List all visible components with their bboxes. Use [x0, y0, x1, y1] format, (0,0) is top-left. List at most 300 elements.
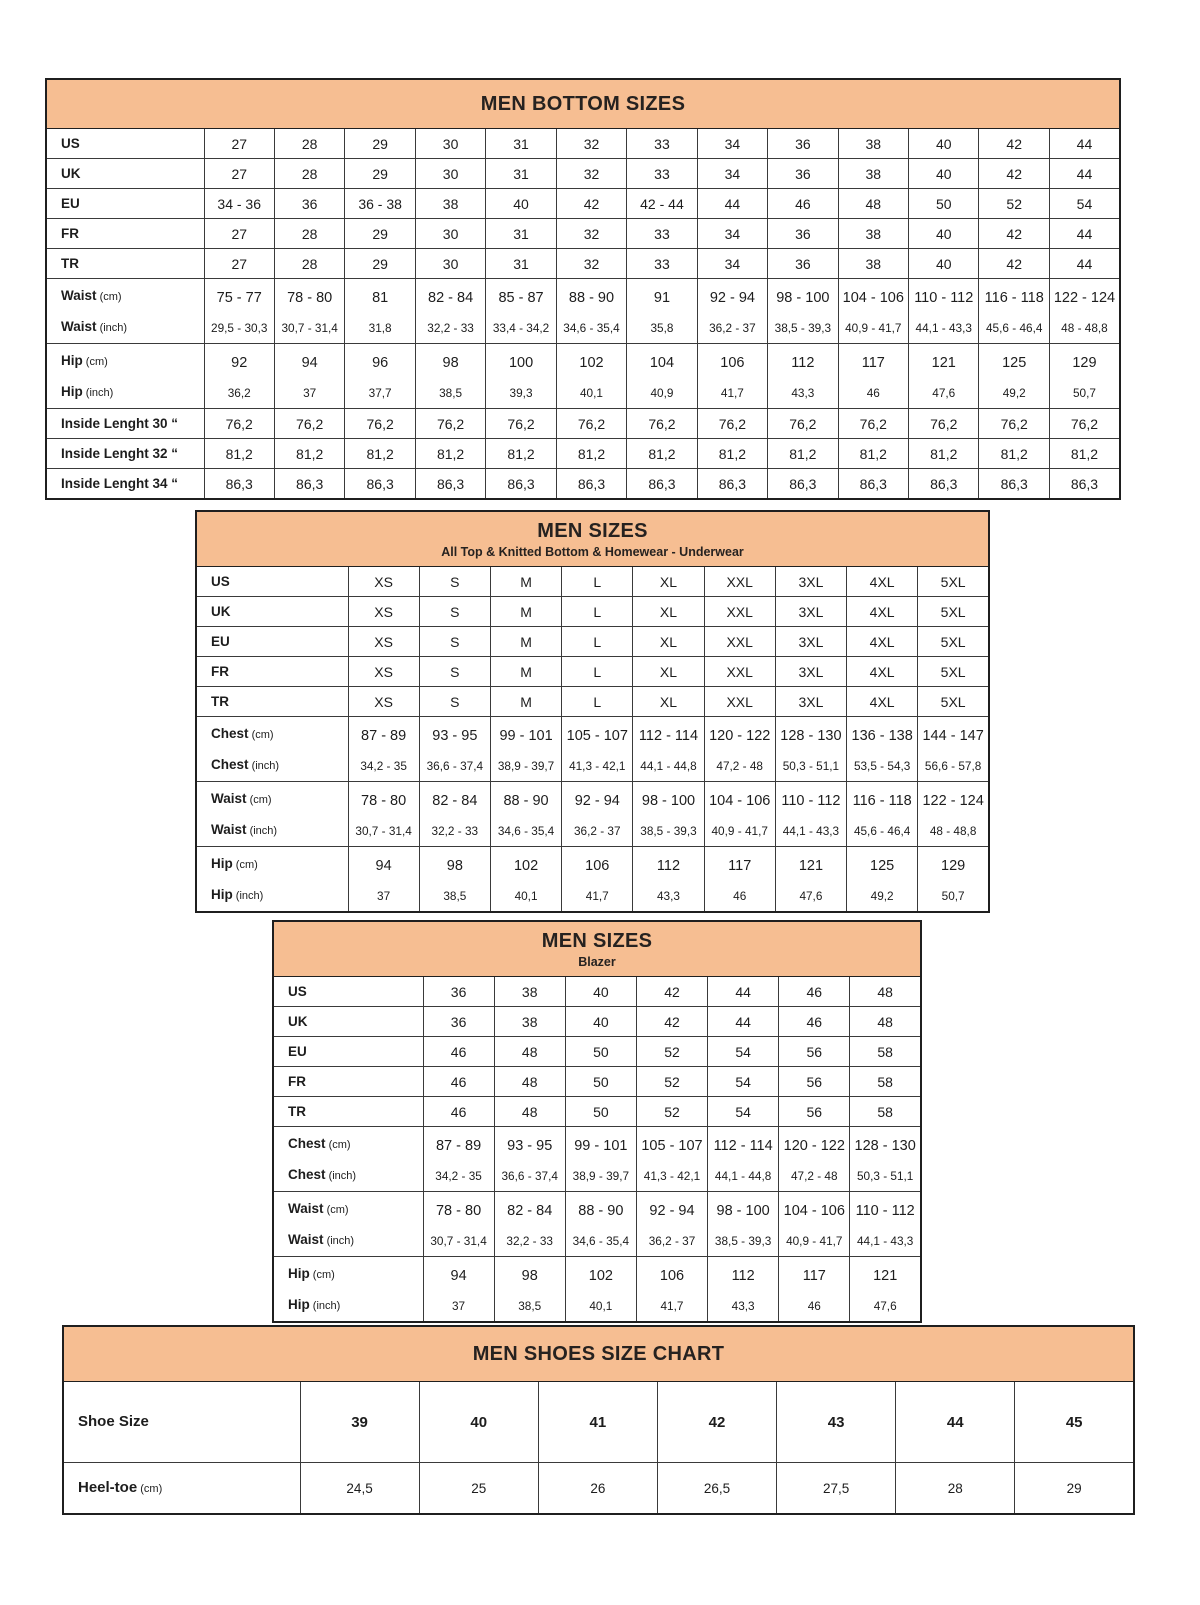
row-label-text: FR: [61, 225, 79, 241]
table-cell: 52: [636, 1067, 707, 1097]
row-label-text: Waist (cm): [61, 288, 122, 303]
row-label-text: Inside Lenght 30 “: [61, 415, 179, 431]
table-cell: 46: [779, 1007, 850, 1037]
table-cell: 125 49,2: [979, 344, 1049, 409]
table-cell: 29: [1015, 1463, 1134, 1515]
row-label-text: Hip (cm): [211, 856, 258, 871]
table-cell: 58: [850, 1067, 921, 1097]
table-cell: 40: [565, 977, 636, 1007]
table-cell: 94 37: [423, 1257, 494, 1323]
table-row: [46, 219, 1120, 249]
table-cell: 94 37: [348, 847, 419, 913]
table-cell: 40: [909, 249, 979, 279]
table-cell: 88 - 90 34,6 - 35,4: [490, 782, 561, 847]
table-cell: 33: [627, 159, 697, 189]
table-cell: 112 - 114 44,1 - 44,8: [633, 717, 704, 782]
table-row: [63, 1382, 1134, 1463]
table-cell: 98 38,5: [419, 847, 490, 913]
table-cell: 76,2: [979, 409, 1049, 439]
table-cell: XL: [633, 657, 704, 687]
table-cell: 98 - 100 38,5 - 39,3: [633, 782, 704, 847]
table-cell: 98 - 100 38,5 - 39,3: [768, 279, 838, 344]
table-cell: 102 40,1: [490, 847, 561, 913]
table-cell: 129 50,7: [918, 847, 989, 913]
table-cell: 32: [556, 249, 626, 279]
table-cell: 3XL: [775, 687, 846, 717]
table-cell: 88 - 90 34,6 - 35,4: [565, 1192, 636, 1257]
table-cell: 32: [556, 129, 626, 159]
table-cell: 42 - 44: [627, 189, 697, 219]
table-cell: XL: [633, 687, 704, 717]
table-cell: 81,2: [274, 439, 344, 469]
table-cell: 48: [850, 1007, 921, 1037]
row-label: [273, 1067, 423, 1097]
table-cell: 129 50,7: [1049, 344, 1120, 409]
row-label: [46, 249, 204, 279]
table-cell: 36: [768, 159, 838, 189]
table-cell: L: [562, 657, 633, 687]
table-cell: 136 - 138 53,5 - 54,3: [847, 717, 918, 782]
table-cell: 81,2: [486, 439, 556, 469]
table-cell: XS: [348, 657, 419, 687]
table-header-row: [46, 79, 1120, 129]
row-label: [273, 1037, 423, 1067]
table-cell: 46: [768, 189, 838, 219]
table-cell: 86,3: [838, 469, 908, 500]
table-cell: 112 43,3: [708, 1257, 779, 1323]
table-cell: 50: [909, 189, 979, 219]
row-label-text: US: [211, 573, 230, 589]
table-cell: 76,2: [415, 409, 485, 439]
men-sizes-top-table: [195, 510, 990, 913]
table-cell: 34: [697, 219, 767, 249]
table-cell: 121 47,6: [850, 1257, 921, 1323]
table-cell: 27: [204, 129, 274, 159]
table-cell: 99 - 101 38,9 - 39,7: [490, 717, 561, 782]
men-bottom-sizes-section: [45, 78, 1121, 500]
table-cell: 42: [979, 129, 1049, 159]
table-cell: 58: [850, 1037, 921, 1067]
table-cell: XS: [348, 687, 419, 717]
table-row: [273, 977, 921, 1007]
table-cell: S: [419, 597, 490, 627]
row-label: [46, 409, 204, 439]
table-cell: 81,2: [204, 439, 274, 469]
table-cell: 112 43,3: [768, 344, 838, 409]
table-cell: 82 - 84 32,2 - 33: [494, 1192, 565, 1257]
table-cell: 81 31,8: [345, 279, 415, 344]
row-label: [196, 627, 348, 657]
table-cell: 76,2: [345, 409, 415, 439]
table-cell: 48: [838, 189, 908, 219]
row-label-text: UK: [211, 603, 231, 619]
table-cell: 4XL: [847, 627, 918, 657]
row-label-text: UK: [61, 165, 81, 181]
table-cell: 81,2: [415, 439, 485, 469]
table-cell: 38: [838, 219, 908, 249]
row-label-text: EU: [61, 195, 80, 211]
row-label: [196, 847, 348, 913]
table-cell: 56: [779, 1097, 850, 1127]
table-cell: 40: [909, 219, 979, 249]
table-cell: 81,2: [345, 439, 415, 469]
table-cell: 86,3: [486, 469, 556, 500]
table-cell: L: [562, 597, 633, 627]
table-cell: 54: [708, 1097, 779, 1127]
table-cell: 29: [345, 129, 415, 159]
table-cell: 104 - 106 40,9 - 41,7: [779, 1192, 850, 1257]
table-cell: 46: [423, 1067, 494, 1097]
table-cell: 122 - 124 48 - 48,8: [1049, 279, 1120, 344]
table-cell: 28: [274, 249, 344, 279]
table-cell: 27: [204, 219, 274, 249]
table-cell: 41: [538, 1382, 657, 1463]
table-cell: 5XL: [918, 567, 989, 597]
table-row: [46, 409, 1120, 439]
table-cell: 46: [423, 1037, 494, 1067]
table-cell: 29: [345, 219, 415, 249]
row-label-text: Inside Lenght 34 “: [61, 475, 179, 491]
row-label: [196, 567, 348, 597]
table-cell: 104 - 106 40,9 - 41,7: [704, 782, 775, 847]
table-cell: 34: [697, 129, 767, 159]
table-cell: 43: [777, 1382, 896, 1463]
table-cell: 44: [1049, 219, 1120, 249]
table-row: [46, 279, 1120, 344]
table-cell: 102 40,1: [565, 1257, 636, 1323]
table-cell: 128 - 130 50,3 - 51,1: [775, 717, 846, 782]
row-label-text: Inside Lenght 32 “: [61, 445, 179, 461]
row-label-text: Waist (cm): [288, 1201, 349, 1216]
table-cell: 82 - 84 32,2 - 33: [415, 279, 485, 344]
table-cell: 92 - 94 36,2 - 37: [562, 782, 633, 847]
table-cell: 86,3: [627, 469, 697, 500]
table-row: [46, 439, 1120, 469]
table-cell: XS: [348, 627, 419, 657]
table-cell: 25: [419, 1463, 538, 1515]
table-cell: 34: [697, 249, 767, 279]
table-cell: 38: [838, 129, 908, 159]
row-label-text: Hip (cm): [288, 1266, 335, 1281]
table-cell: 121 47,6: [775, 847, 846, 913]
table-cell: 82 - 84 32,2 - 33: [419, 782, 490, 847]
table-cell: XS: [348, 567, 419, 597]
table-cell: 36 - 38: [345, 189, 415, 219]
row-label-text: TR: [288, 1103, 306, 1119]
table-cell: 122 - 124 48 - 48,8: [918, 782, 989, 847]
row-label: [196, 782, 348, 847]
row-label: [46, 439, 204, 469]
table-cell: 34: [697, 159, 767, 189]
table-cell: 27: [204, 249, 274, 279]
table-header: [196, 511, 989, 567]
table-cell: 86,3: [979, 469, 1049, 500]
table-cell: 100 39,3: [486, 344, 556, 409]
table-row: [46, 129, 1120, 159]
table-cell: 45: [1015, 1382, 1134, 1463]
table-cell: L: [562, 627, 633, 657]
table-cell: 5XL: [918, 687, 989, 717]
table-cell: 31: [486, 219, 556, 249]
table-cell: 125 49,2: [847, 847, 918, 913]
row-label-text: Chest (inch): [211, 757, 280, 772]
table-cell: XL: [633, 597, 704, 627]
table-cell: 76,2: [697, 409, 767, 439]
table-cell: 120 - 122 47,2 - 48: [704, 717, 775, 782]
table-row: [273, 1192, 921, 1257]
table-cell: 50: [565, 1037, 636, 1067]
table-cell: 3XL: [775, 627, 846, 657]
row-label: [273, 1007, 423, 1037]
row-label: [46, 469, 204, 500]
table-cell: 120 - 122 47,2 - 48: [779, 1127, 850, 1192]
table-cell: 40: [486, 189, 556, 219]
table-cell: 106 41,7: [697, 344, 767, 409]
table-cell: 81,2: [979, 439, 1049, 469]
table-cell: M: [490, 687, 561, 717]
table-cell: 28: [896, 1463, 1015, 1515]
table-cell: 98 - 100 38,5 - 39,3: [708, 1192, 779, 1257]
table-cell: 98 38,5: [415, 344, 485, 409]
table-cell: 27,5: [777, 1463, 896, 1515]
table-cell: 85 - 87 33,4 - 34,2: [486, 279, 556, 344]
row-label: [273, 1257, 423, 1323]
table-cell: 99 - 101 38,9 - 39,7: [565, 1127, 636, 1192]
table-cell: 98 38,5: [494, 1257, 565, 1323]
table-cell: 46: [423, 1097, 494, 1127]
table-cell: 96 37,7: [345, 344, 415, 409]
table-cell: 24,5: [300, 1463, 419, 1515]
table-title: MEN BOTTOM SIZES: [480, 92, 686, 115]
table-cell: 28: [274, 219, 344, 249]
table-row: [196, 627, 989, 657]
table-cell: 48: [494, 1067, 565, 1097]
table-cell: 93 - 95 36,6 - 37,4: [494, 1127, 565, 1192]
row-label: [273, 1127, 423, 1192]
table-cell: 112 - 114 44,1 - 44,8: [708, 1127, 779, 1192]
row-label: [46, 219, 204, 249]
table-cell: M: [490, 657, 561, 687]
table-cell: 32: [556, 159, 626, 189]
table-cell: 30: [415, 219, 485, 249]
table-cell: 28: [274, 159, 344, 189]
table-cell: 29: [345, 159, 415, 189]
table-cell: 76,2: [486, 409, 556, 439]
row-label-text: Waist (inch): [211, 822, 278, 837]
table-cell: 116 - 118 45,6 - 46,4: [979, 279, 1049, 344]
row-label-text: EU: [211, 633, 230, 649]
row-label: [46, 344, 204, 409]
row-label-text: TR: [211, 693, 229, 709]
table-cell: 39: [300, 1382, 419, 1463]
table-cell: 112 43,3: [633, 847, 704, 913]
table-cell: 48: [850, 977, 921, 1007]
table-cell: M: [490, 627, 561, 657]
table-cell: 44: [896, 1382, 1015, 1463]
table-cell: 105 - 107 41,3 - 42,1: [636, 1127, 707, 1192]
table-row: [196, 717, 989, 782]
men-shoes-size-table: [62, 1325, 1135, 1515]
table-cell: 44: [708, 977, 779, 1007]
table-cell: 48: [494, 1037, 565, 1067]
table-cell: 81,2: [556, 439, 626, 469]
table-cell: XXL: [704, 687, 775, 717]
table-cell: 56: [779, 1067, 850, 1097]
table-cell: 56: [779, 1037, 850, 1067]
table-cell: 87 - 89 34,2 - 35: [423, 1127, 494, 1192]
table-cell: 30: [415, 129, 485, 159]
table-row: [273, 1007, 921, 1037]
table-cell: 78 - 80 30,7 - 31,4: [348, 782, 419, 847]
table-cell: 86,3: [768, 469, 838, 500]
table-cell: 3XL: [775, 597, 846, 627]
table-row: [273, 1257, 921, 1323]
table-cell: 40: [419, 1382, 538, 1463]
table-cell: 116 - 118 45,6 - 46,4: [847, 782, 918, 847]
table-row: [273, 1127, 921, 1192]
table-row: [196, 782, 989, 847]
table-header-row: [273, 921, 921, 977]
table-cell: XXL: [704, 597, 775, 627]
row-label-text: Waist (inch): [61, 319, 128, 334]
table-cell: 94 37: [274, 344, 344, 409]
table-cell: XS: [348, 597, 419, 627]
table-cell: 4XL: [847, 657, 918, 687]
table-cell: 76,2: [768, 409, 838, 439]
table-cell: 36: [768, 129, 838, 159]
table-cell: M: [490, 597, 561, 627]
table-cell: 48: [494, 1097, 565, 1127]
table-header-row: [196, 511, 989, 567]
row-label: [273, 977, 423, 1007]
row-label-text: Chest (inch): [288, 1167, 357, 1182]
table-cell: 93 - 95 36,6 - 37,4: [419, 717, 490, 782]
row-label-text: UK: [288, 1013, 308, 1029]
table-cell: 86,3: [204, 469, 274, 500]
table-cell: 33: [627, 219, 697, 249]
row-label-text: US: [61, 135, 80, 151]
table-cell: 38: [838, 159, 908, 189]
table-cell: 52: [636, 1037, 707, 1067]
table-cell: XL: [633, 567, 704, 597]
table-cell: XXL: [704, 657, 775, 687]
table-cell: 42: [636, 977, 707, 1007]
table-cell: 121 47,6: [909, 344, 979, 409]
table-cell: 38: [494, 1007, 565, 1037]
table-cell: 5XL: [918, 597, 989, 627]
table-cell: 81,2: [838, 439, 908, 469]
table-cell: 40: [565, 1007, 636, 1037]
table-row: [273, 1097, 921, 1127]
table-cell: 31: [486, 249, 556, 279]
table-cell: 86,3: [697, 469, 767, 500]
table-row: [273, 1037, 921, 1067]
table-cell: 42: [636, 1007, 707, 1037]
table-cell: 81,2: [627, 439, 697, 469]
table-cell: 31: [486, 129, 556, 159]
table-cell: 4XL: [847, 687, 918, 717]
table-cell: L: [562, 687, 633, 717]
table-cell: 76,2: [204, 409, 274, 439]
table-cell: 76,2: [556, 409, 626, 439]
row-label-text: US: [288, 983, 307, 999]
row-label-text: Hip (cm): [61, 353, 108, 368]
table-row: [196, 597, 989, 627]
table-row: [196, 847, 989, 913]
table-cell: 92 - 94 36,2 - 37: [636, 1192, 707, 1257]
table-cell: 36: [423, 977, 494, 1007]
table-cell: 26,5: [657, 1463, 776, 1515]
table-row: [273, 1067, 921, 1097]
table-cell: 46: [779, 977, 850, 1007]
row-label-text: FR: [288, 1073, 306, 1089]
table-cell: 86,3: [345, 469, 415, 500]
table-cell: M: [490, 567, 561, 597]
table-cell: 28: [274, 129, 344, 159]
table-cell: 42: [979, 159, 1049, 189]
table-cell: 34 - 36: [204, 189, 274, 219]
table-cell: 75 - 77 29,5 - 30,3: [204, 279, 274, 344]
row-label-text: Waist (cm): [211, 791, 272, 806]
table-cell: L: [562, 567, 633, 597]
row-label-text: Heel-toe (cm): [78, 1479, 163, 1496]
table-cell: 104 - 106 40,9 - 41,7: [838, 279, 908, 344]
table-cell: 86,3: [909, 469, 979, 500]
table-cell: S: [419, 627, 490, 657]
row-label: [196, 657, 348, 687]
table-cell: 81,2: [697, 439, 767, 469]
table-cell: 50: [565, 1067, 636, 1097]
table-cell: 88 - 90 34,6 - 35,4: [556, 279, 626, 344]
table-cell: 38: [415, 189, 485, 219]
table-cell: 106 41,7: [562, 847, 633, 913]
table-cell: 32: [556, 219, 626, 249]
table-cell: 110 - 112 44,1 - 43,3: [850, 1192, 921, 1257]
row-label: [46, 159, 204, 189]
table-subtitle: All Top & Knitted Bottom & Homewear - Underwear: [441, 544, 744, 559]
table-cell: 54: [1049, 189, 1120, 219]
table-cell: 76,2: [627, 409, 697, 439]
table-cell: 81,2: [768, 439, 838, 469]
table-cell: XXL: [704, 627, 775, 657]
table-cell: 42: [657, 1382, 776, 1463]
table-cell: 44: [1049, 249, 1120, 279]
table-cell: 144 - 147 56,6 - 57,8: [918, 717, 989, 782]
table-cell: S: [419, 567, 490, 597]
row-label-text: Chest (cm): [288, 1136, 351, 1151]
row-label-text: Shoe Size: [78, 1413, 149, 1430]
table-cell: 91 35,8: [627, 279, 697, 344]
table-cell: 117 46: [779, 1257, 850, 1323]
table-cell: 76,2: [838, 409, 908, 439]
men-sizes-blazer-table: [272, 920, 922, 1323]
row-label-text: FR: [211, 663, 229, 679]
table-cell: 4XL: [847, 567, 918, 597]
row-label: [273, 1097, 423, 1127]
table-cell: S: [419, 687, 490, 717]
table-cell: 117 46: [838, 344, 908, 409]
table-cell: 106 41,7: [636, 1257, 707, 1323]
table-cell: 78 - 80 30,7 - 31,4: [423, 1192, 494, 1257]
table-row: [196, 567, 989, 597]
table-cell: 3XL: [775, 567, 846, 597]
table-header: [46, 79, 1120, 129]
table-cell: 76,2: [909, 409, 979, 439]
table-title: MEN SHOES SIZE CHART: [472, 1342, 725, 1365]
table-cell: 44: [697, 189, 767, 219]
table-cell: 44: [708, 1007, 779, 1037]
table-row: [63, 1463, 1134, 1515]
